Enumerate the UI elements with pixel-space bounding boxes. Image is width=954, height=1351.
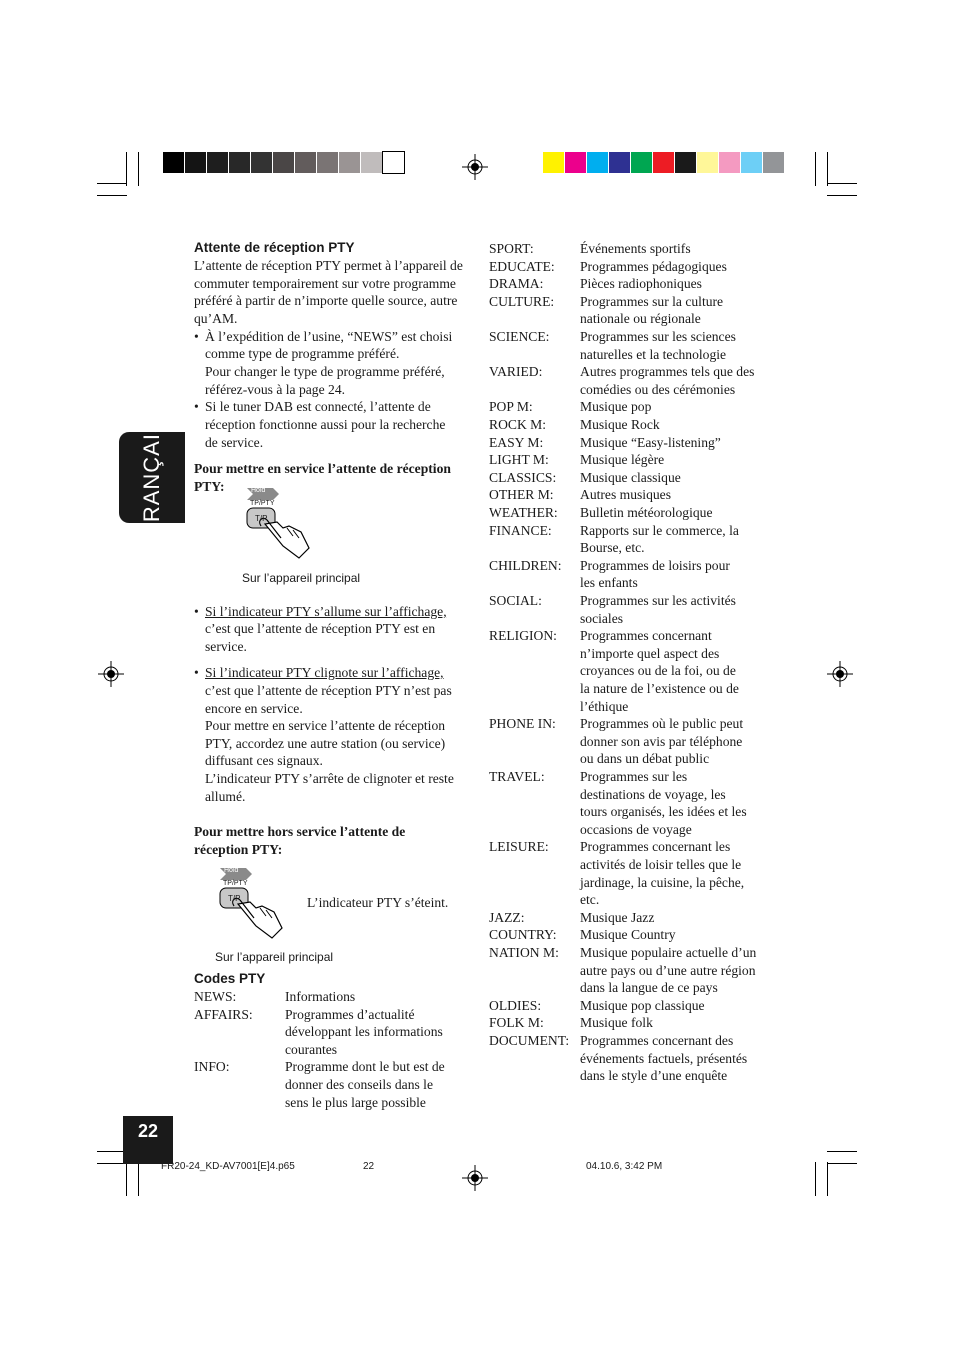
pty-code-description: autre pays ou d’une autre région [580, 962, 756, 978]
pty-code-description: événements factuels, présentés [580, 1050, 748, 1066]
bullet-marker: • [194, 329, 199, 344]
color-swatch [543, 152, 564, 173]
pty-code: CLASSICS: [489, 469, 557, 485]
color-swatch [763, 152, 784, 173]
color-swatch [675, 152, 696, 173]
pty-code-description: Programmes concernant des [580, 1033, 734, 1048]
bullet-marker: • [194, 399, 199, 414]
pty-code-description: Programmes sur les activités [580, 593, 736, 608]
pty-code: EDUCATE: [489, 258, 555, 274]
pty-code-description: Musique pop classique [580, 997, 705, 1013]
caption-main-unit: Sur l’appareil principal [215, 950, 334, 964]
hold-label: Hold [251, 487, 266, 494]
pty-code-description: la nature de l’existence ou de [580, 681, 739, 696]
indicator-blink-heading: Si l’indicateur PTY clignote sur l’affichage, [205, 665, 444, 680]
pty-code-description: Programmes où le public peut [580, 716, 744, 732]
pty-code: FINANCE: [489, 522, 552, 538]
color-swatch [163, 152, 184, 173]
pty-code: DOCUMENT: [489, 1033, 570, 1048]
pty-code-description: Pièces radiophoniques [580, 276, 702, 292]
pty-code-description: croyances ou de la foi, ou de [580, 663, 736, 679]
pty-code-description: Autres musiques [580, 487, 671, 503]
bullet1-line4: référez-vous à la page 24. [205, 382, 346, 397]
color-swatch [229, 152, 250, 173]
pty-code-description: Musique folk [580, 1015, 653, 1031]
bullet2-line1: Si le tuner DAB est connecté, l’attente de [205, 399, 431, 414]
pty-code: NEWS: [194, 989, 237, 1004]
pty-code-description: Programmes sur la culture [580, 293, 724, 309]
color-swatch [361, 152, 382, 173]
pty-code-description: Musique pop [580, 399, 652, 415]
pty-code-description: Programmes concernant [580, 628, 712, 644]
hand-pressing-icon [243, 486, 313, 562]
color-swatch [251, 152, 272, 173]
registration-mark-bottom-icon [462, 1165, 488, 1191]
pty-code-description: nationale ou régionale [580, 311, 701, 327]
codes-title: Codes PTY [194, 971, 266, 986]
pty-code-description: Autres programmes tels que des [580, 364, 755, 380]
indicator-on-heading: Si l’indicateur PTY s’allume sur l’affichage, [205, 604, 447, 619]
pty-code-description: occasions de voyage [580, 821, 692, 837]
pty-code-description: Programmes concernant les [580, 839, 731, 855]
intro-paragraph: L’attente de réception PTY permet à l’appareil de commuter temporairement sur votre programme préféré à partir de n’importe quelle source, autre qu’AM. [194, 258, 463, 326]
tp-button-illustration-disable [216, 866, 286, 942]
color-swatch [317, 152, 338, 173]
pty-code-description: développant les informations [285, 1024, 443, 1040]
bullet1-line1: À l’expédition de l’usine, “NEWS” est choisi [205, 329, 453, 344]
pty-code: WEATHER: [489, 505, 558, 520]
color-swatch [609, 152, 630, 173]
bullet-marker: • [194, 604, 199, 619]
pty-code-description: Événements sportifs [580, 241, 691, 256]
pty-code-description: Musique légère [580, 452, 665, 468]
page-number: 22 [137, 1121, 159, 1141]
pty-code-description: Bulletin météorologique [580, 505, 713, 520]
pty-code-description: Programme dont le but est de [285, 1059, 445, 1075]
bullet-marker: • [194, 665, 199, 680]
tp-button-illustration-enable [243, 486, 313, 562]
pty-code: ROCK M: [489, 417, 547, 432]
pty-code: LEISURE: [489, 839, 549, 855]
hand-pressing-icon [216, 866, 286, 942]
section-title-pty-standby: Attente de réception PTY [194, 240, 355, 255]
indicator-blink-line2: c’est que l’attente de réception PTY n’est pas [205, 683, 452, 698]
color-swatch [339, 152, 360, 173]
color-swatch [587, 152, 608, 173]
indicator-blink-line6: diffusant ces signaux. [205, 753, 323, 768]
hold-label: Hold [224, 867, 239, 874]
footer-file: FR20-24_KD-AV7001[E]4.p65 [161, 1161, 295, 1172]
pty-code-description: Musique classique [580, 469, 681, 485]
pty-code: POP M: [489, 399, 533, 415]
color-swatch [295, 152, 316, 173]
tp-pty-label: TP/PTY [223, 880, 248, 887]
pty-code: JAZZ: [489, 909, 525, 925]
bullet2-line3: de service. [205, 435, 264, 450]
pty-code-description: Musique Jazz [580, 909, 655, 925]
disable-title: Pour mettre hors service l’attente de réception PTY: [194, 824, 406, 857]
color-swatch [741, 152, 762, 173]
bullet1-line2: comme type de programme préféré. [205, 346, 400, 361]
indicator-blink-line5: PTY, accordez une autre station (ou service) [205, 736, 446, 751]
pty-code-description: l’éthique [580, 698, 629, 714]
pty-code: SPORT: [489, 241, 534, 256]
pty-code: OLDIES: [489, 997, 542, 1013]
bullet1-line3: Pour changer le type de programme préféré, [205, 364, 445, 379]
pty-code-description: sens le plus large possible [285, 1094, 426, 1110]
color-swatch [697, 152, 718, 173]
pty-code: COUNTRY: [489, 927, 557, 943]
pty-code: CULTURE: [489, 293, 555, 309]
pty-code-description: Musique Country [580, 927, 676, 943]
pty-code: CHILDREN: [489, 557, 562, 573]
pty-code: PHONE IN: [489, 716, 556, 732]
language-tab-label: FRANÇAIS [139, 417, 164, 537]
pty-code-description: jardinage, la cuisine, la pêche, [580, 874, 745, 890]
pty-code: VARIED: [489, 364, 543, 380]
indicator-blink-line7: L’indicateur PTY s’arrête de clignoter et reste [205, 771, 454, 786]
color-swatch [631, 152, 652, 173]
color-swatch [185, 152, 206, 173]
indicator-blink-line4: Pour mettre en service l’attente de réception [205, 718, 446, 733]
pty-code-description: les enfants [580, 575, 638, 591]
pty-code-description: comédies ou des cérémonies [580, 381, 736, 397]
footer-page: 22 [363, 1161, 375, 1172]
pty-code-description: dans le style d’une enquête [580, 1068, 728, 1084]
pty-code-description: ou dans un débat public [580, 751, 710, 767]
bullet2-line2: réception fonctionne aussi pour la recherche [205, 417, 446, 432]
pty-code-description: courantes [285, 1041, 338, 1057]
pty-code-description: destinations de voyage, les [580, 786, 726, 802]
pty-code-description: donner des conseils dans le [285, 1077, 433, 1092]
pty-code: NATION M: [489, 945, 559, 960]
pty-code: RELIGION: [489, 628, 557, 644]
pty-code-description: Programmes d’actualité [285, 1006, 415, 1022]
pty-code-description: Programmes pédagogiques [580, 258, 727, 274]
registration-mark-right-icon [827, 661, 853, 687]
pty-code: SOCIAL: [489, 593, 542, 608]
pty-code-description: Musique populaire actuelle d’un [580, 945, 757, 960]
registration-mark-top-icon [462, 154, 488, 180]
tp-button-label: T/P [255, 514, 268, 523]
pty-code-description: Musique “Easy-listening” [580, 434, 721, 450]
pty-code-description: sociales [580, 610, 624, 626]
color-swatch [273, 152, 294, 173]
color-swatch [653, 152, 674, 173]
indicator-blink-line8: allumé. [205, 789, 246, 804]
pty-code-description: Programmes sur les [580, 769, 688, 784]
color-swatch [383, 152, 404, 173]
pty-code-description: etc. [580, 892, 600, 908]
pty-code-description: Musique Rock [580, 417, 660, 432]
color-swatch [207, 152, 228, 173]
pty-code-description: n’importe quel aspect des [580, 645, 720, 661]
pty-code: EASY M: [489, 434, 544, 450]
pty-code-description: Bourse, etc. [580, 540, 645, 556]
caption-main-unit: Sur l’appareil principal [242, 571, 361, 585]
indicator-blink-line3: encore en service. [205, 701, 303, 716]
pty-code-description: Informations [285, 989, 356, 1004]
pty-code: OTHER M: [489, 487, 554, 503]
color-swatch [719, 152, 740, 173]
pty-code: FOLK M: [489, 1015, 544, 1031]
pty-code-description: naturelles et la technologie [580, 346, 727, 362]
page-number-box [123, 1116, 173, 1164]
pty-code-description: Programmes sur les sciences [580, 329, 736, 344]
enable-title: Pour mettre en service l’attente de réception PTY: [194, 461, 451, 494]
pty-code: LIGHT M: [489, 452, 549, 468]
indicator-on-line2: c’est que l’attente de réception PTY est en [205, 621, 436, 636]
pty-code: DRAMA: [489, 276, 544, 292]
pty-code: INFO: [194, 1059, 230, 1075]
pty-code-description: dans la langue de ce pays [580, 980, 718, 996]
registration-mark-left-icon [98, 661, 124, 687]
pty-code-description: Programmes de loisirs pour [580, 557, 730, 573]
pty-code-description: activités de loisir telles que le [580, 857, 742, 872]
pty-code: AFFAIRS: [194, 1006, 253, 1022]
pty-code: SCIENCE: [489, 329, 550, 344]
tp-button-label: T/P [228, 894, 241, 903]
indicator-on-line3: service. [205, 639, 247, 654]
indicator-off-text: L’indicateur PTY s’éteint. [307, 895, 449, 910]
tp-pty-label: TP/PTY [250, 500, 275, 507]
color-swatch [565, 152, 586, 173]
pty-code-description: tours organisés, les idées et les [580, 804, 747, 820]
pty-code: TRAVEL: [489, 769, 545, 784]
pty-code-description: donner son avis par téléphone [580, 733, 743, 749]
pty-code-description: Rapports sur le commerce, la [580, 522, 739, 538]
footer-date: 04.10.6, 3:42 PM [586, 1161, 663, 1172]
